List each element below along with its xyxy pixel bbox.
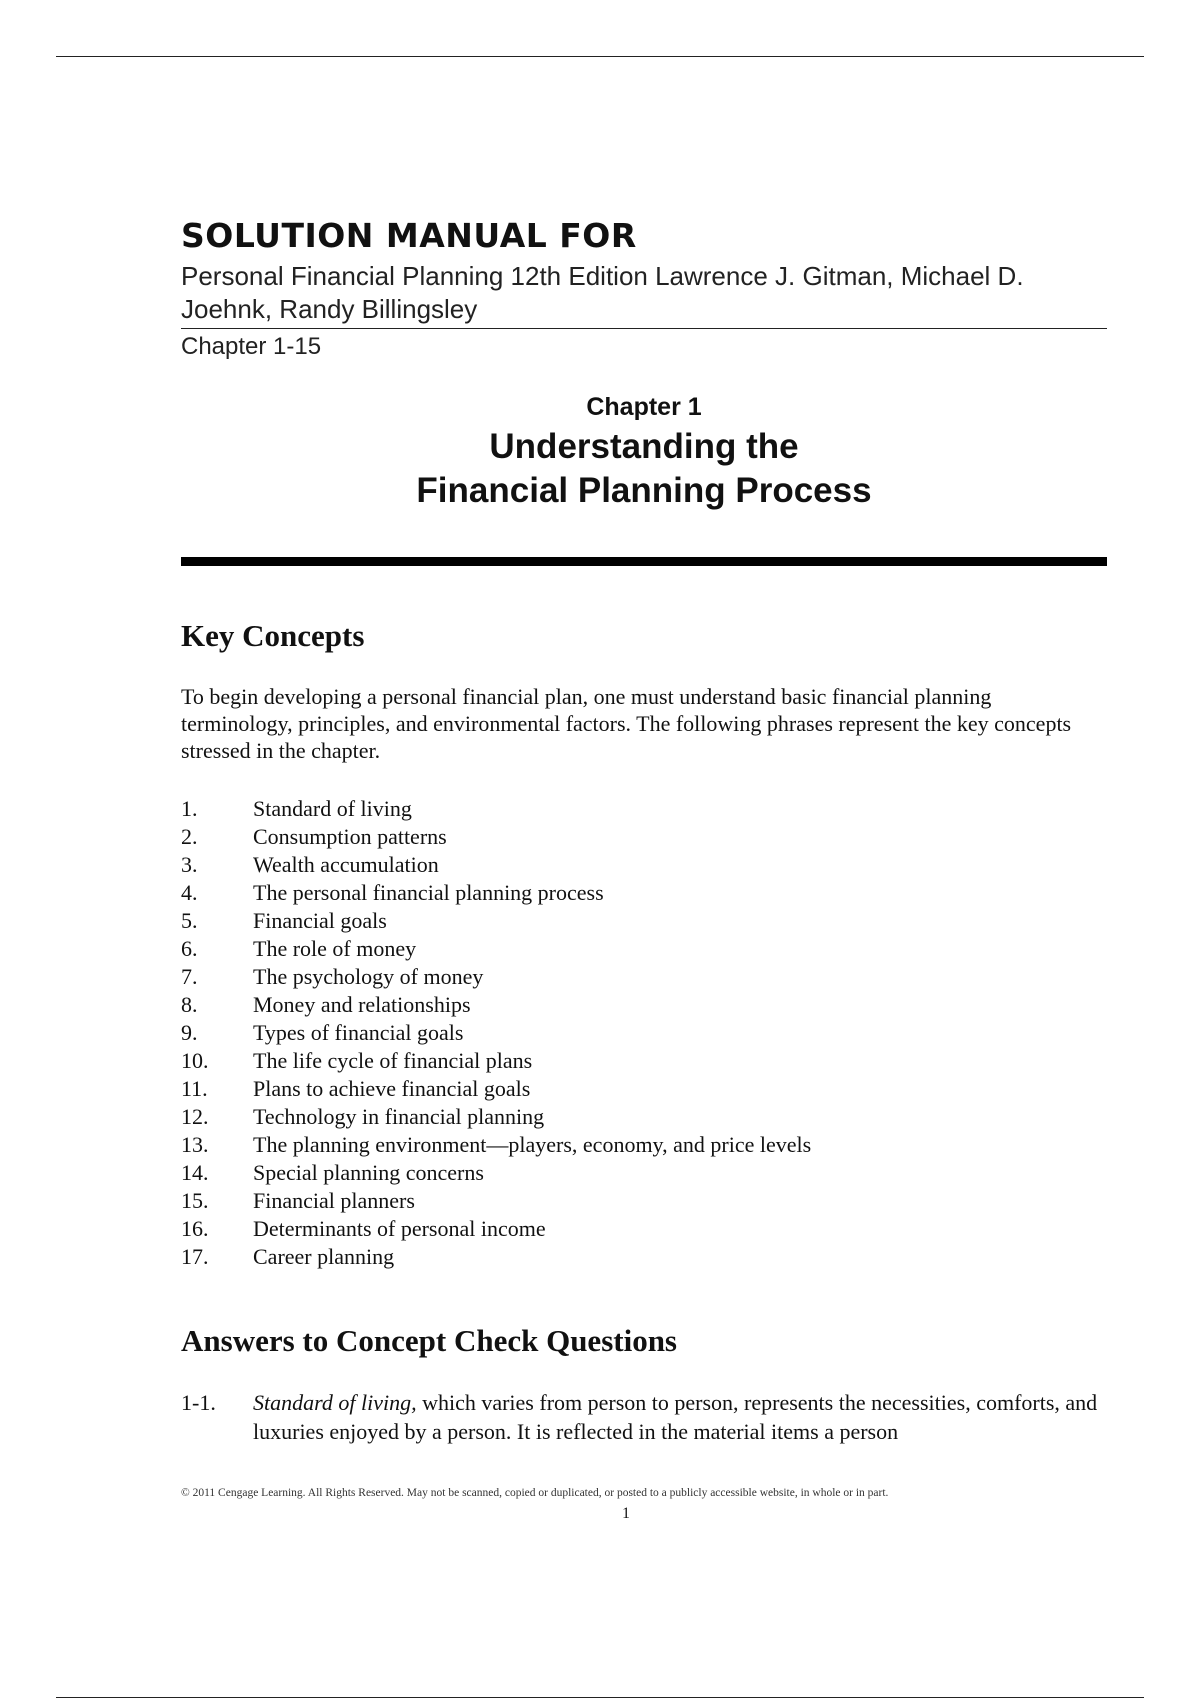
- key-concepts-intro: To begin developing a personal financial plan, one must understand basic financial planning terminology, principles, and environmental factors. The following phrases represent the key concepts stressed in the chapter.: [181, 684, 1072, 763]
- list-item: 9. Types of financial goals: [181, 1020, 464, 1045]
- list-item: 7. The psychology of money: [181, 964, 484, 989]
- key-concepts-heading: Key Concepts: [181, 618, 365, 653]
- copyright-notice: © 2011 Cengage Learning. All Rights Reserved. May not be scanned, copied or duplicated, or posted to a publicly accessible website, in whole or in part.: [181, 1487, 889, 1499]
- answer-term: Standard of living,: [253, 1390, 417, 1415]
- key-concepts-list: [181, 795, 811, 1271]
- list-item: 16. Determinants of personal income: [181, 1216, 546, 1241]
- title-rule: [181, 328, 1107, 329]
- answer-number: 1-1.: [181, 1390, 216, 1415]
- answer-body: which varies from person to person, represents the necessities, comforts, and luxuries enjoyed by a person. It is reflected in the material items a person: [253, 1390, 1098, 1444]
- list-item: 11. Plans to achieve financial goals: [181, 1076, 531, 1101]
- top-rule: [56, 56, 1144, 57]
- list-item: 2. Consumption patterns: [181, 824, 447, 849]
- page-number: 1: [622, 1505, 630, 1522]
- answer-text: [253, 1388, 1107, 1446]
- list-item: 15. Financial planners: [181, 1188, 415, 1213]
- chapter-title-line-2: Financial Planning Process: [416, 471, 872, 510]
- list-item: 6. The role of money: [181, 936, 417, 961]
- chapter-title-line-1: Understanding the: [489, 427, 799, 466]
- list-item: 8. Money and relationships: [181, 992, 471, 1017]
- list-item: 4. The personal financial planning process: [181, 880, 604, 905]
- list-item: 14. Special planning concerns: [181, 1160, 484, 1185]
- list-item: 13. The planning environment—players, economy, and price levels: [181, 1132, 812, 1157]
- list-item: 12. Technology in financial planning: [181, 1104, 545, 1129]
- chapter-title: [181, 425, 1107, 513]
- answer-1-1: [181, 1388, 1107, 1446]
- solution-manual-kicker: SOLUTION MANUAL FOR: [181, 216, 637, 255]
- list-item: 17. Career planning: [181, 1244, 395, 1269]
- bottom-rule: [56, 1697, 1144, 1698]
- list-item: 5. Financial goals: [181, 908, 387, 933]
- list-item: 1. Standard of living: [181, 796, 412, 821]
- list-item: 10. The life cycle of financial plans: [181, 1048, 533, 1073]
- list-item: 3. Wealth accumulation: [181, 852, 439, 877]
- chapter-label: Chapter 1: [586, 393, 702, 421]
- answers-heading: Answers to Concept Check Questions: [181, 1323, 677, 1358]
- chapter-range: Chapter 1-15: [181, 333, 322, 360]
- book-title: Personal Financial Planning 12th Edition Lawrence J. Gitman, Michael D. Joehnk, Randy Billingsley: [181, 261, 1024, 324]
- section-divider: [181, 557, 1107, 566]
